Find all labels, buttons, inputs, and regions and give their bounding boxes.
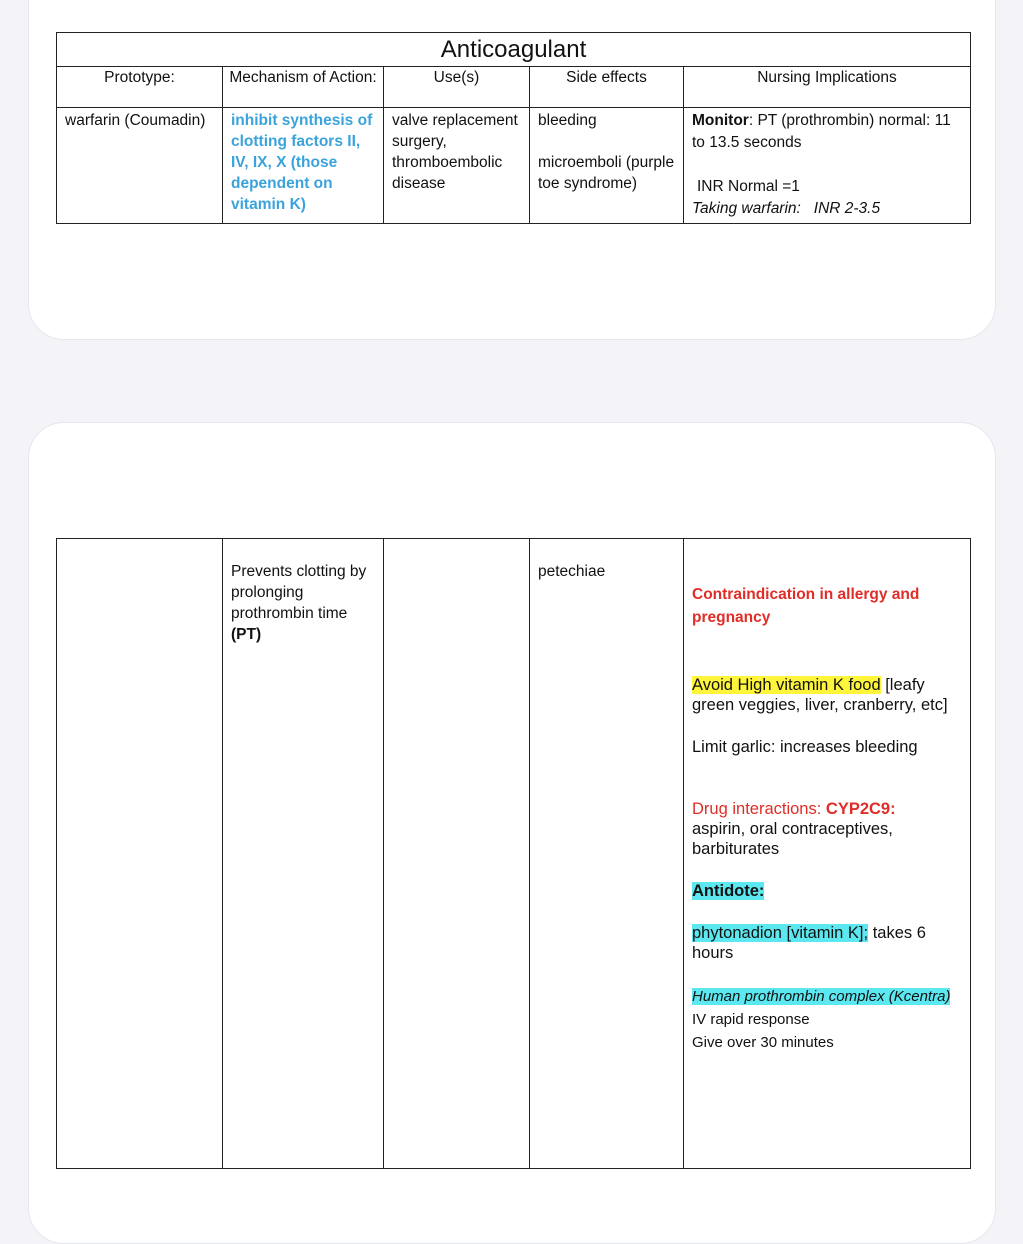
uses-cell: valve replacement surgery, thromboembolic disease <box>384 108 530 224</box>
header-mechanism: Mechanism of Action: <box>223 67 384 108</box>
header-uses: Use(s) <box>384 67 530 108</box>
antidote-vitamin-k: phytonadion [vitamin K]; takes 6 hours <box>692 924 926 962</box>
give-over-30-minutes: Give over 30 minutes <box>692 1034 834 1051</box>
limit-garlic: Limit garlic: increases bleeding <box>692 738 918 756</box>
header-prototype: Prototype: <box>57 67 223 108</box>
prototype-cell: warfarin (Coumadin) <box>57 108 223 224</box>
monitor-text: Monitor: PT (prothrombin) normal: 11 to 13.5 seconds <box>692 112 951 151</box>
mechanism-cell-2: Prevents clotting by prolonging prothrombin time (PT) <box>223 539 384 1169</box>
continuation-table <box>56 538 971 1169</box>
nursing-implications-cell-2 <box>684 539 971 1169</box>
pt-label: (PT) <box>231 626 262 643</box>
cyp2c9-label: CYP2C9: <box>825 800 896 818</box>
mechanism-cell: inhibit synthesis of clotting factors II, IV, IX, X (those dependent on vitamin K) <box>223 108 384 224</box>
inr-normal: INR Normal =1 <box>697 178 800 195</box>
drug-interactions: Drug interactions: CYP2C9: aspirin, oral contraceptives, barbiturates <box>692 800 896 858</box>
header-nursing-implications: Nursing Implications <box>684 67 971 108</box>
avoid-vitamin-k-food: Avoid High vitamin K food [leafy green veggies, liver, cranberry, etc] <box>692 676 948 714</box>
prototype-cell-empty <box>57 539 223 1169</box>
avoid-highlight: Avoid High vitamin K food <box>692 676 881 694</box>
antidote-label: Antidote: <box>692 882 765 900</box>
uses-cell-empty <box>384 539 530 1169</box>
antidote-kcentra: Human prothrombin complex (Kcentra) IV rapid response <box>692 988 951 1028</box>
side-effects-cell <box>530 108 684 224</box>
side-effect-bleeding: bleeding <box>538 112 597 129</box>
inr-taking-warfarin: Taking warfarin: INR 2-3.5 <box>692 200 881 217</box>
anticoagulant-table <box>56 32 971 224</box>
side-effect-petechiae: petechiae <box>530 539 684 1169</box>
header-side-effects: Side effects <box>530 67 684 108</box>
monitor-label: Monitor <box>692 112 749 129</box>
table-title: Anticoagulant <box>57 33 971 67</box>
contraindication-text: Contraindication in allergy and pregnancy <box>692 586 920 626</box>
side-effect-microemboli: microemboli (purple toe syndrome) <box>538 154 675 192</box>
nursing-implications-cell <box>684 108 971 224</box>
